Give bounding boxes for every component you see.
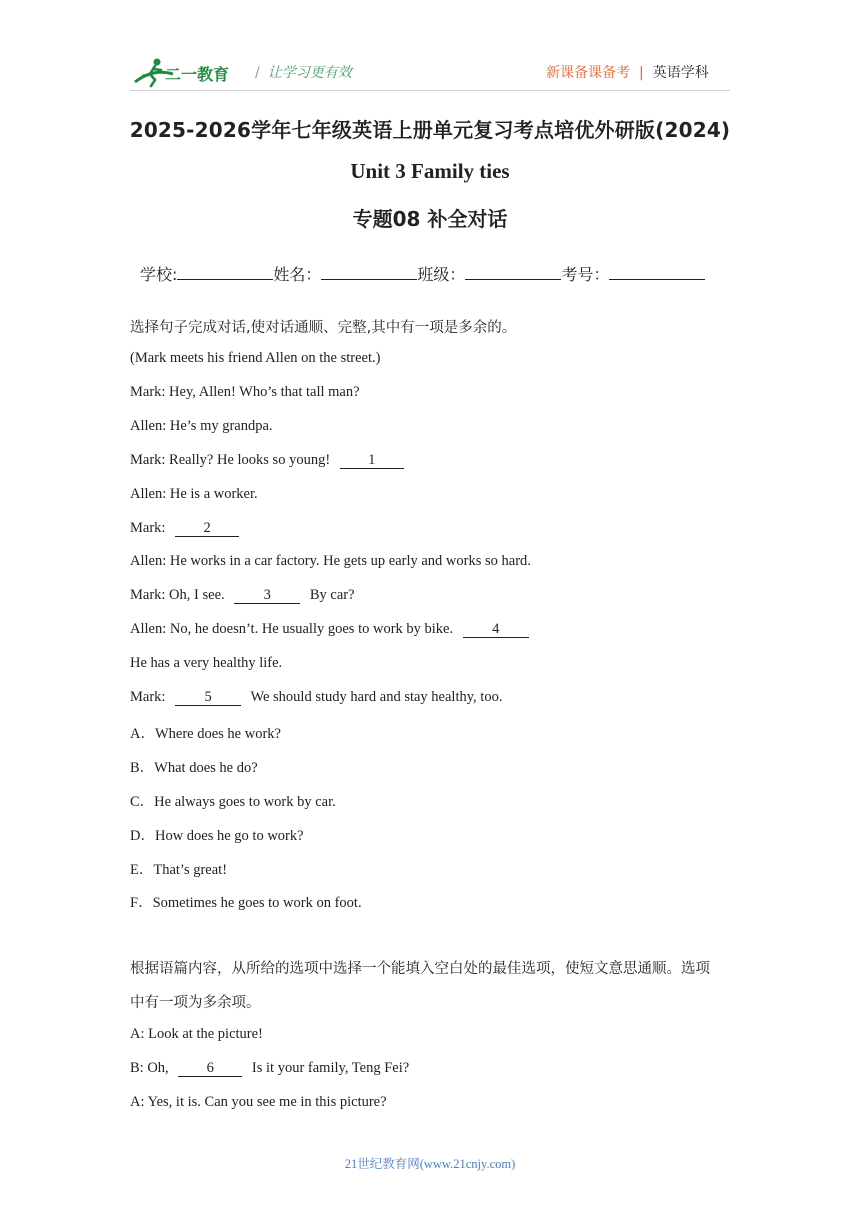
svg-text:二一教育: 二一教育 [165,65,230,84]
option-d[interactable]: D．How does he go to work? [130,828,304,844]
option-f[interactable]: F．Sometimes he goes to work on foot. [130,895,362,911]
blank-2[interactable]: 2 [175,520,239,537]
dialogue-line: Allen: He’s my grandpa. [130,418,273,434]
student-info [140,262,705,285]
option-b[interactable]: B．What does he do? [130,760,258,776]
school-label: 学校: [140,265,178,284]
topic-title: 专题08 补全对话 [352,207,508,231]
blank-6[interactable]: 6 [178,1060,242,1077]
page-title: 2025-2026学年七年级英语上册单元复习考点培优外研版(2024) [129,118,731,142]
header-tag: 新课备课备考 [546,65,630,81]
blank-5[interactable]: 5 [175,689,241,706]
header-subject: 英语学科 [652,65,709,81]
header-divider [130,90,730,91]
header-separator: | [639,65,644,81]
section2-instruction: 根据语篇内容，从所给的选项中选择一个能填入空白处的最佳选项，使短文意思通顺。选项 [130,961,710,977]
section2-instruction-cont: 中有一项为多余项。 [130,995,261,1011]
option-a[interactable]: A．Where does he work? [130,726,281,742]
logo-icon [133,56,241,88]
dialogue-line: Mark: 5 We should study hard and stay healthy, too. [130,689,503,705]
option-c[interactable]: C．He always goes to work by car. [130,794,336,810]
class-field[interactable] [465,265,561,280]
slogan: / 让学习更有效 [255,65,352,81]
dialogue-line: Allen: He is a worker. [130,486,258,502]
section1-instruction: 选择句子完成对话,使对话通顺、完整,其中有一项是多余的。 [130,320,517,336]
dialogue-line: A: Yes, it is. Can you see me in this picture? [130,1094,387,1110]
dialogue-line: Allen: No, he doesn’t. He usually goes to work by bike. 4 [130,621,535,638]
number-label: 考号： [561,265,610,284]
blank-4[interactable]: 4 [463,621,529,638]
page-header [0,0,860,100]
blank-3[interactable]: 3 [234,587,300,604]
header-right [546,62,709,82]
blank-1[interactable]: 1 [340,452,404,469]
number-field[interactable] [609,265,705,280]
dialogue-line: A: Look at the picture! [130,1026,263,1042]
option-e[interactable]: E．That’s great! [130,862,228,878]
dialogue-line: B: Oh, 6 Is it your family, Teng Fei? [130,1060,410,1076]
school-field[interactable] [177,265,273,280]
class-label: 班级： [417,265,466,284]
name-field[interactable] [321,265,417,280]
dialogue-line: Mark: Really? He looks so young! 1 [130,452,410,469]
dialogue-line: Mark: Oh, I see. 3 By car? [130,587,355,603]
name-label: 姓名： [273,265,322,284]
page-footer[interactable]: 21世纪教育网(www.21cnjy.com) [344,1157,516,1171]
dialogue-context: (Mark meets his friend Allen on the street.) [130,350,381,366]
unit-title: Unit 3 Family ties [350,159,510,183]
dialogue-line: Mark: Hey, Allen! Who’s that tall man? [130,384,360,400]
dialogue-line: He has a very healthy life. [130,655,283,671]
dialogue-line: Mark: 2 [130,520,245,537]
dialogue-line: Allen: He works in a car factory. He gets up early and works so hard. [130,553,531,569]
